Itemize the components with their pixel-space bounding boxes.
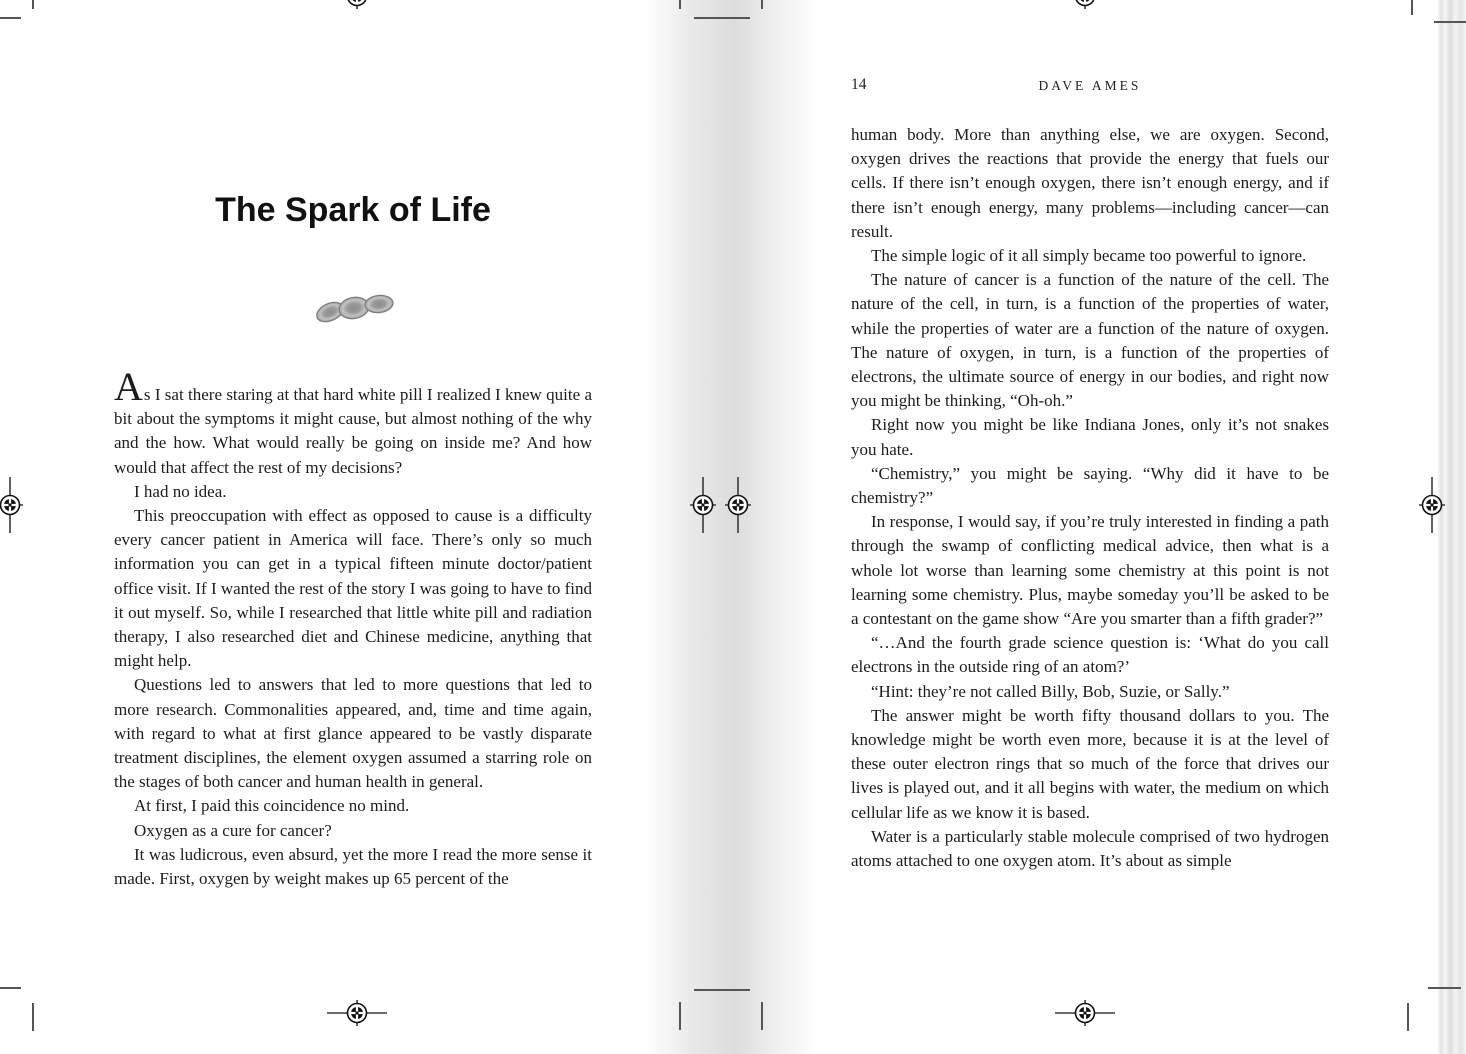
crop-mark: [679, 0, 681, 9]
crop-mark: [0, 987, 21, 989]
paragraph: “Hint: they’re not called Billy, Bob, Suzie, or Sally.”: [871, 681, 1230, 701]
paragraph: The answer might be worth fifty thousand dollars to you. The knowledge might be worth even more, because it is at the level of these outer electron rings that so much of the force that drives our lives is played out, and it all begins with water, the medium on which cellular life as we know it is based.: [851, 705, 1329, 822]
paragraph: The nature of cancer is a function of the nature of the cell. The nature of the cell, in turn, is a function of the properties of water, while the properties of water are a function of the nature of oxygen. The nature of oxygen, in turn, is a function of the properties of electrons, the ultimate source of energy in our bodies, and right now you might be thinking, “Oh-oh.”: [851, 270, 1329, 411]
paragraph: This preoccupation with effect as opposed to cause is a difficulty every cancer patient in America will face. There’s only so much information you can get in a typical fifteen minute doctor/patient office visit. If I wanted the rest of the story I was going to have to find it out myself. So, while I researched that little white pill and radiation therapy, I also researched diet and Chinese medicine, anything that might help.: [114, 506, 592, 671]
lead-paragraph-text: s I sat there staring at that hard white pill I realized I knew quite a bit about the symptoms it might cause, but almost nothing of the why and the how. What would really be going on inside me? And how would that affect the rest of my decisions?: [114, 385, 592, 477]
crop-mark: [1428, 987, 1461, 989]
registration-mark-icon: [725, 477, 751, 538]
paragraph: “…And the fourth grade science question is: ‘What do you call electrons in the outside ring of an atom?’: [851, 633, 1329, 677]
page-number: 14: [851, 76, 867, 93]
crop-mark: [32, 0, 34, 9]
lead-paragraph: [114, 364, 592, 480]
page-edge-stack: [1437, 0, 1466, 1054]
registration-mark-icon: [0, 477, 23, 538]
paragraph: Water is a particularly stable molecule comprised of two hydrogen atoms attached to one oxygen atom. It’s about as simple: [851, 826, 1329, 871]
crop-mark: [1411, 0, 1413, 15]
crop-mark: [679, 1002, 681, 1030]
paragraph: It was ludicrous, even absurd, yet the more I read the more sense it made. First, oxygen by weight makes up 65 percent of the: [114, 844, 592, 889]
chapter-title: The Spark of Life: [215, 191, 491, 229]
paragraph: At first, I paid this coincidence no mind.: [134, 796, 410, 816]
registration-mark-icon: [690, 477, 716, 538]
crop-mark: [1407, 1003, 1409, 1031]
paragraph: “Chemistry,” you might be saying. “Why did it have to be chemistry?”: [851, 463, 1329, 508]
paragraph: In response, I would say, if you’re truly interested in finding a path through the swamp of conflicting medical advice, then what is a whole lot worse than learning some chemistry at this point is not learning some chemistry. Plus, maybe someday you’ll be asked to be a contestant on the game show “Are you smarter than a fifth grader?”: [851, 512, 1329, 629]
gutter-shadow: [646, 0, 818, 1054]
three-cells-ornament-icon: [313, 291, 397, 327]
paragraph: Oxygen as a cure for cancer?: [134, 820, 332, 840]
paragraph: The simple logic of it all simply became too powerful to ignore.: [871, 246, 1307, 266]
left-page: [114, 0, 592, 1054]
crop-mark: [1434, 21, 1466, 23]
crop-mark: [761, 0, 763, 9]
right-page: [851, 0, 1329, 1054]
paragraph: human body. More than anything else, we are oxygen. Second, oxygen drives the reactions that provide the energy that fuels our cells. If there isn’t enough oxygen, there isn’t enough energy, and if there isn’t enough energy, many problems—including cancer—can result.: [851, 125, 1329, 241]
paragraph: I had no idea.: [134, 481, 227, 501]
raised-initial-cap: A: [114, 364, 144, 409]
running-header: [851, 76, 1329, 96]
crop-mark: [694, 17, 750, 19]
crop-mark: [0, 17, 21, 19]
crop-mark: [694, 989, 750, 991]
running-header-author: DAVE AMES: [1038, 78, 1142, 93]
paragraph: Right now you might be like Indiana Jones, only it’s not snakes you hate.: [851, 415, 1329, 459]
crop-mark: [32, 1003, 34, 1031]
paragraph: Questions led to answers that led to more questions that led to more research. Commonalities appeared, and, time and time again, with regard to what at first glance appeared to be vastly disparate treatment disciplines, the element oxygen assumed a starring role on the stages of both cancer and human health in general.: [114, 675, 592, 792]
crop-mark: [761, 1002, 763, 1030]
right-page-body: [851, 123, 1329, 873]
left-page-body: [114, 364, 592, 891]
registration-mark-icon: [1419, 477, 1445, 538]
